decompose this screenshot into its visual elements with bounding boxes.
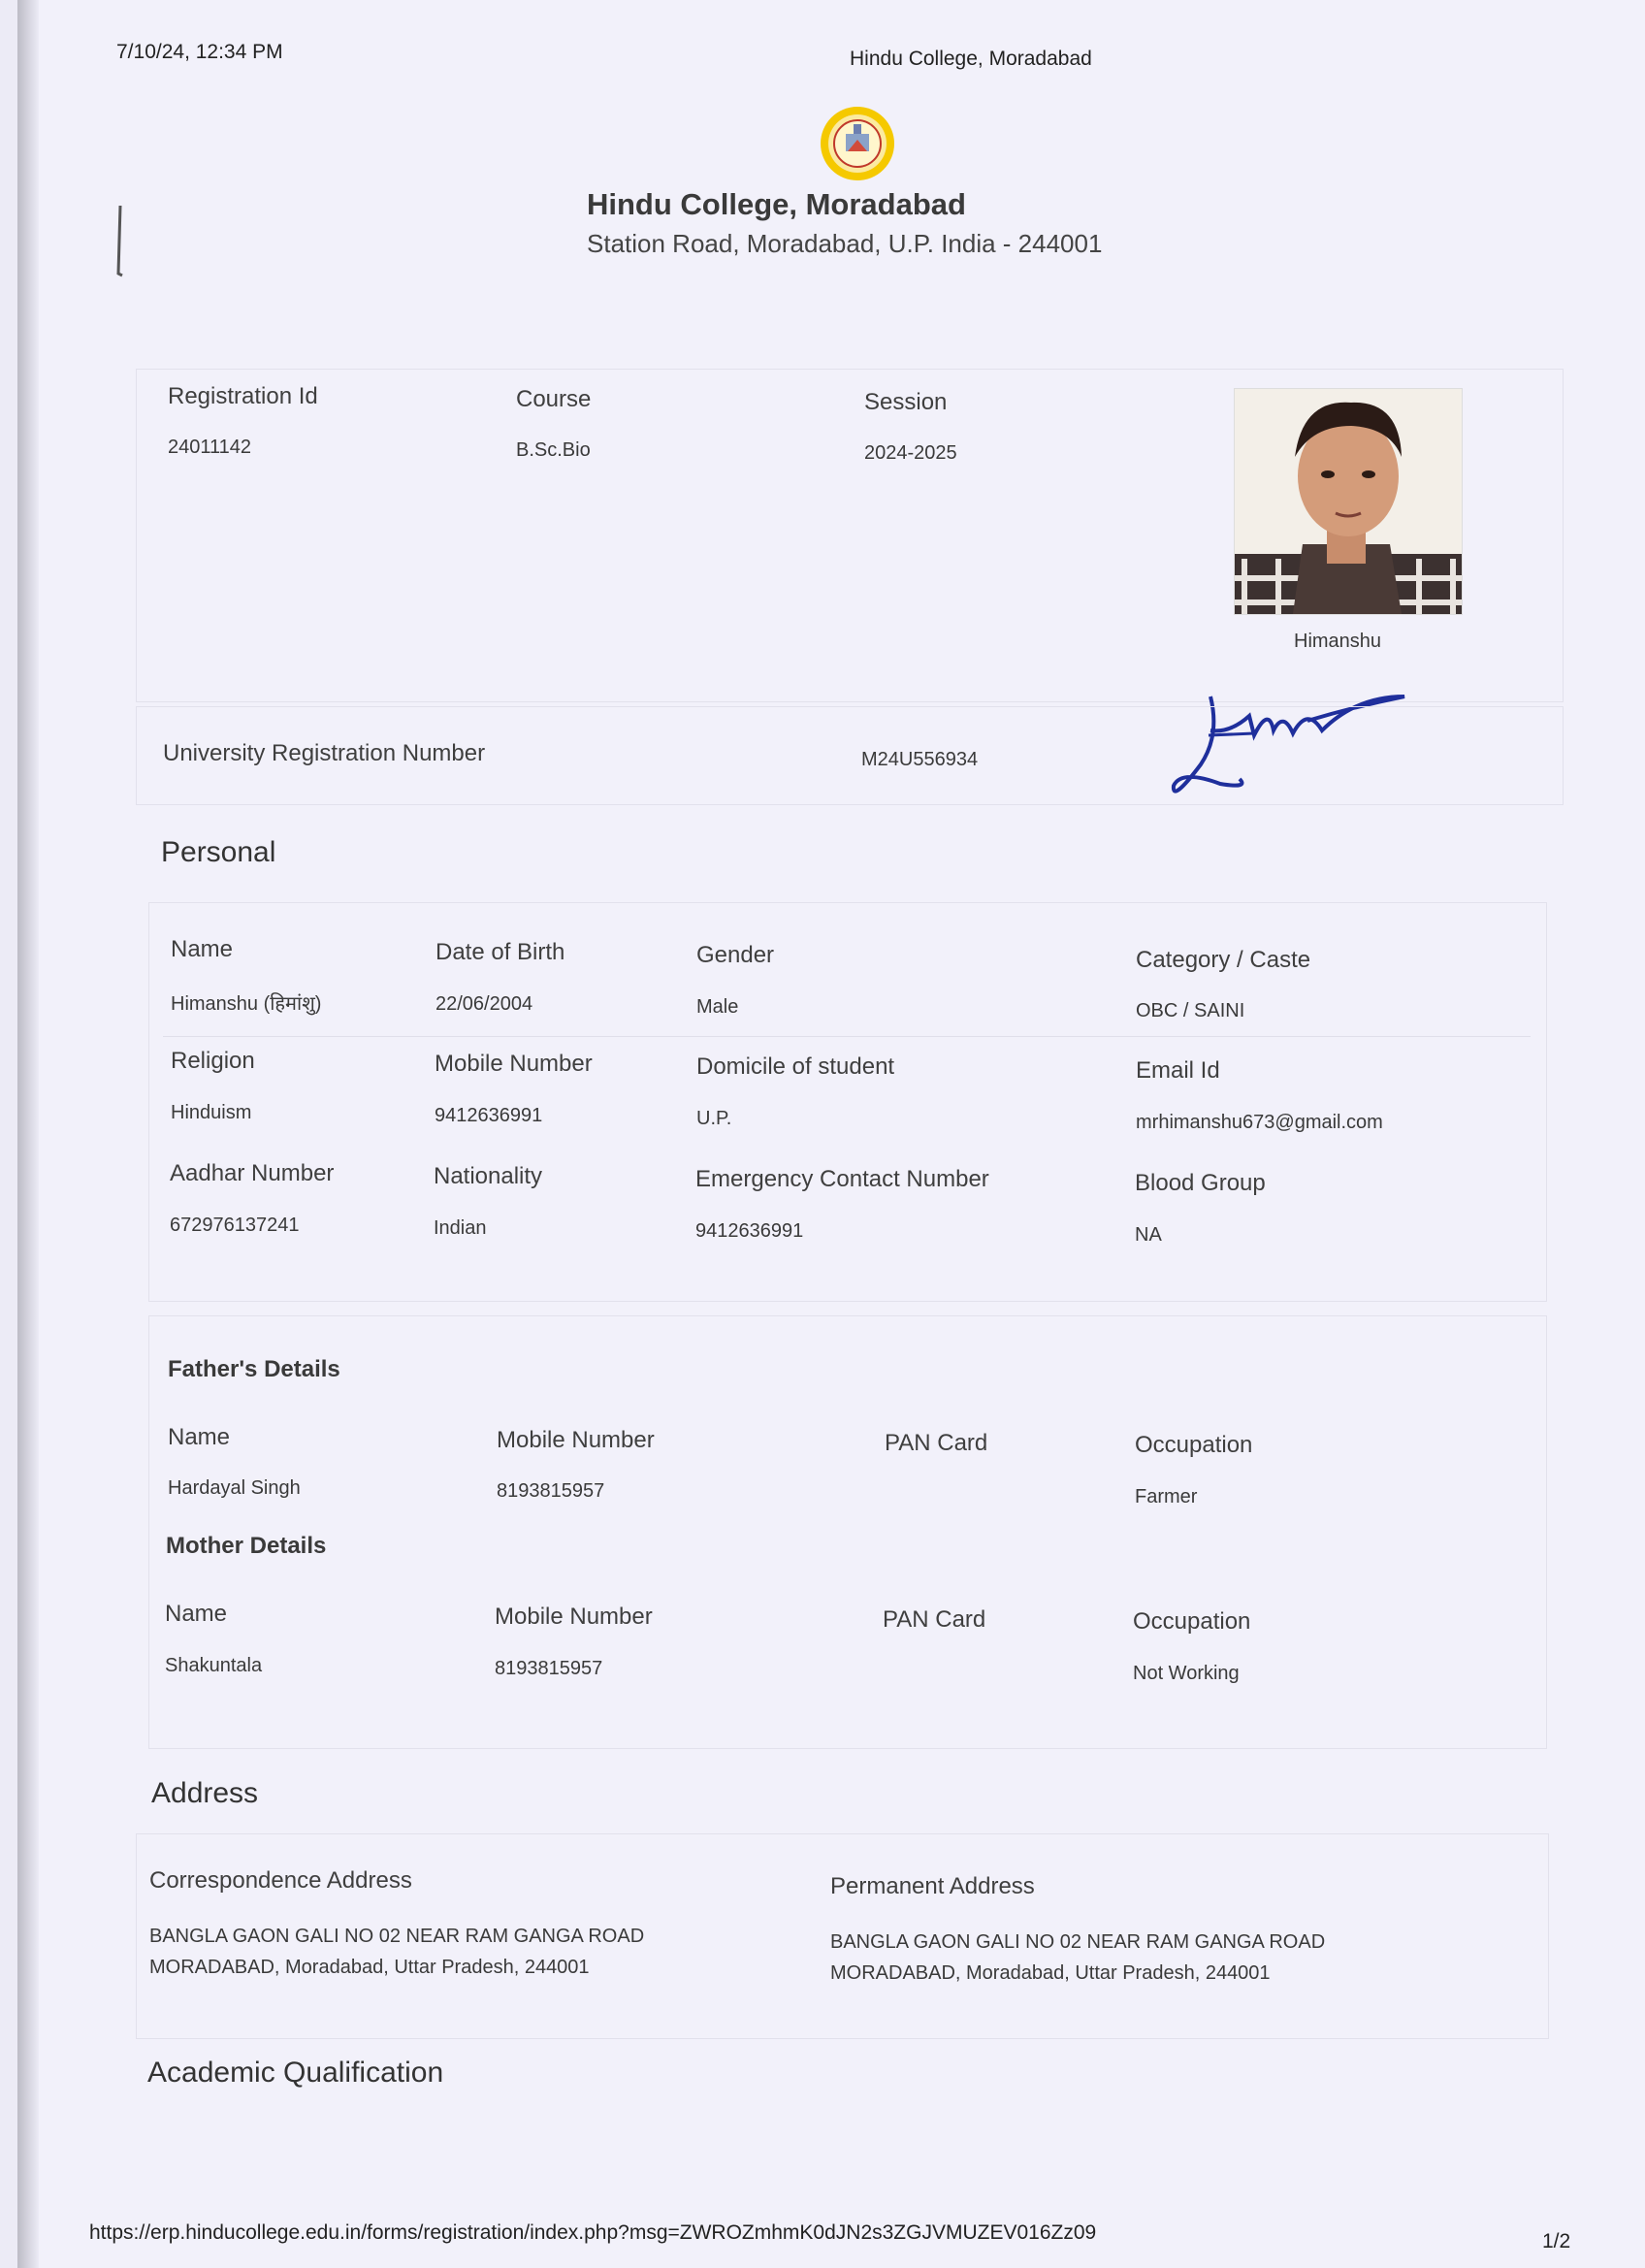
university-reg-value: M24U556934	[861, 749, 979, 770]
mother-pan-label: PAN Card	[883, 1606, 986, 1633]
category-value: OBC / SAINI	[1136, 1000, 1245, 1021]
mother-occupation-label: Occupation	[1133, 1608, 1251, 1635]
session-value: 2024-2025	[864, 442, 957, 464]
page-edge-shadow	[17, 0, 39, 2268]
mother-heading: Mother Details	[166, 1533, 327, 1559]
correspondence-address-line1: BANGLA GAON GALI NO 02 NEAR RAM GANGA ROAD	[149, 1926, 645, 1947]
blood-group-label: Blood Group	[1135, 1170, 1266, 1196]
mother-name-label: Name	[165, 1601, 228, 1627]
father-name-value: Hardayal Singh	[168, 1477, 301, 1499]
parents-panel	[148, 1315, 1547, 1749]
permanent-address-label: Permanent Address	[830, 1873, 1035, 1899]
college-name: Hindu College, Moradabad	[587, 187, 966, 221]
father-mobile-label: Mobile Number	[497, 1427, 655, 1453]
printed-page	[17, 0, 1645, 2268]
name-value: Himanshu (हिमांशु)	[171, 993, 322, 1015]
correspondence-address-line2: MORADABAD, Moradabad, Uttar Pradesh, 244001	[149, 1957, 590, 1978]
college-address: Station Road, Moradabad, U.P. India - 244001	[587, 229, 1103, 258]
dob-value: 22/06/2004	[435, 993, 533, 1015]
staple-mark	[114, 204, 124, 281]
mobile-value: 9412636991	[435, 1105, 543, 1126]
mobile-label: Mobile Number	[435, 1051, 593, 1077]
student-photo	[1234, 388, 1463, 615]
father-occupation-label: Occupation	[1135, 1432, 1253, 1458]
mother-mobile-label: Mobile Number	[495, 1604, 653, 1630]
personal-row-divider	[163, 1036, 1531, 1037]
permanent-address-line2: MORADABAD, Moradabad, Uttar Pradesh, 244001	[830, 1962, 1271, 1984]
personal-panel	[148, 902, 1547, 1302]
email-value: mrhimanshu673@gmail.com	[1136, 1112, 1383, 1133]
father-name-label: Name	[168, 1424, 231, 1450]
blood-group-value: NA	[1135, 1224, 1162, 1246]
registration-id-value: 24011142	[168, 437, 252, 458]
religion-value: Hinduism	[171, 1102, 252, 1123]
personal-heading: Personal	[161, 836, 276, 868]
domicile-value: U.P.	[696, 1108, 732, 1129]
course-value: B.Sc.Bio	[516, 439, 591, 461]
print-datetime: 7/10/24, 12:34 PM	[116, 41, 283, 63]
registration-id-label: Registration Id	[168, 383, 318, 409]
father-pan-label: PAN Card	[885, 1430, 988, 1456]
aadhar-value: 672976137241	[170, 1215, 300, 1236]
session-label: Session	[864, 389, 948, 415]
father-mobile-value: 8193815957	[497, 1480, 605, 1502]
mother-mobile-value: 8193815957	[495, 1658, 603, 1679]
print-page-number: 1/2	[1542, 2230, 1571, 2252]
emergency-value: 9412636991	[695, 1220, 804, 1242]
email-label: Email Id	[1136, 1057, 1220, 1084]
college-logo	[819, 105, 896, 182]
university-reg-label: University Registration Number	[163, 740, 486, 766]
photo-caption: Himanshu	[1294, 631, 1382, 652]
print-footer-url: https://erp.hinducollege.edu.in/forms/registration/index.php?msg=ZWROZmhmK0dJN2s3ZGJVMUZEV016Zz09	[89, 2221, 1097, 2244]
aadhar-label: Aadhar Number	[170, 1160, 335, 1186]
course-label: Course	[516, 386, 592, 412]
mother-name-value: Shakuntala	[165, 1655, 263, 1676]
mother-occupation-value: Not Working	[1133, 1663, 1240, 1684]
emergency-label: Emergency Contact Number	[695, 1166, 989, 1192]
category-label: Category / Caste	[1136, 947, 1311, 973]
permanent-address-line1: BANGLA GAON GALI NO 02 NEAR RAM GANGA ROAD	[830, 1931, 1326, 1953]
address-heading: Address	[151, 1777, 259, 1809]
father-occupation-value: Farmer	[1135, 1486, 1198, 1507]
religion-label: Religion	[171, 1048, 255, 1074]
academic-heading: Academic Qualification	[147, 2057, 444, 2089]
correspondence-address-label: Correspondence Address	[149, 1867, 412, 1894]
gender-value: Male	[696, 996, 739, 1018]
dob-label: Date of Birth	[435, 939, 565, 965]
nationality-value: Indian	[434, 1217, 487, 1239]
gender-label: Gender	[696, 942, 775, 968]
domicile-label: Domicile of student	[696, 1053, 895, 1080]
print-page-title: Hindu College, Moradabad	[850, 48, 1092, 70]
father-heading: Father's Details	[168, 1356, 340, 1382]
nationality-label: Nationality	[434, 1163, 543, 1189]
name-label: Name	[171, 936, 234, 962]
